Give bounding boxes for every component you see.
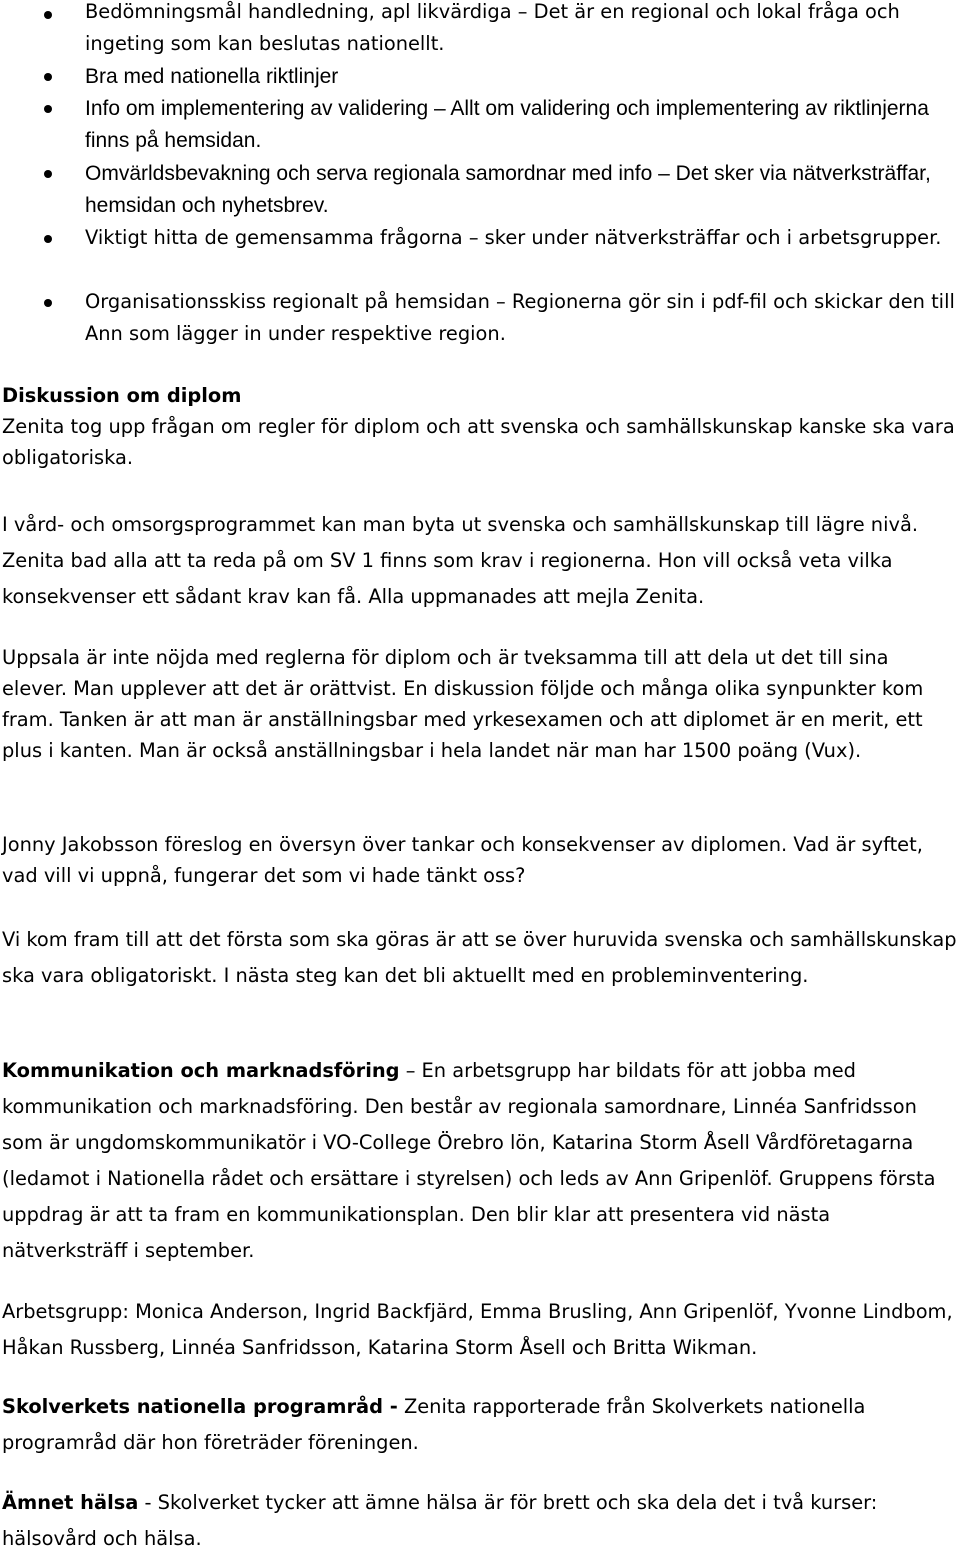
paragraph-diplom-3: Jonny Jakobsson föreslog en översyn över tankar och konsekvenser av diplomen. Vad är syftet, vad vill vi uppnå, fungerar det som vi hade tänkt oss? (2, 833, 923, 887)
kommunikation-text: – En arbetsgrupp har bildats för att jobba med kommunikation och marknadsföring. Den består av regionala samordnare, Linnéa Sanfridsson som är ungdomskommunikatör i VO-College Örebro lön, Katarina Storm Åsell Vårdföretagarna (ledamot i Nationella rådet och ersättare i styrelsen) och leds av Ann Gripenlöf. Gruppens första uppdrag är att ta fram en kommunikationsplan. Den blir klar att presentera vid nästa nätverksträff i september. (2, 1059, 936, 1262)
paragraph-diplom-intro: Zenita tog upp frågan om regler för diplom och att svenska och samhällskunskap kanske ska vara obligatoriska. (2, 415, 955, 469)
section-heading-kommunikation: Kommunikation och marknadsföring (2, 1059, 400, 1082)
bullet-icon (44, 235, 52, 243)
list-item-text: Bra med nationella riktlinjer (85, 65, 339, 88)
paragraph-skolverket (2, 1389, 957, 1461)
paragraph-amne-halsa (2, 1485, 957, 1557)
paragraph-arbetsgrupp: Arbetsgrupp: Monica Anderson, Ingrid Backfjärd, Emma Brusling, Ann Gripenlöf, Yvonne Lindbom, Håkan Russberg, Linnéa Sanfridsson, Katarina Storm Åsell och Britta Wikman. (2, 1300, 953, 1359)
paragraph-diplom-4: Vi kom fram till att det första som ska göras är att se över huruvida svenska och samhällskunskap ska vara obligatoriskt. I nästa steg kan det bli aktuellt med en probleminventering. (2, 928, 957, 987)
list-item-text: Info om implementering av validering – Allt om validering och implementering av riktlinjerna finns på hemsidan. (85, 97, 929, 152)
bullet-icon (44, 170, 52, 178)
section-heading-amne-halsa: Ämnet hälsa (2, 1491, 139, 1514)
amne-halsa-text: - Skolverket tycker att ämne hälsa är för brett och ska dela det i två kurser: hälsovård och hälsa. (2, 1491, 878, 1550)
section-heading-skolverket: Skolverkets nationella programråd - (2, 1395, 398, 1418)
list-item-text: Viktigt hitta de gemensamma frågorna – sker under nätverksträffar och i arbetsgrupper. (85, 226, 942, 249)
list-item-text: Omvärldsbevakning och serva regionala samordnar med info – Det sker via nätverksträffar, hemsidan och nyhetsbrev. (85, 162, 931, 217)
list-item-text: Bedömningsmål handledning, apl likvärdiga – Det är en regional och lokal fråga och ingeting som kan beslutas nationellt. (85, 0, 900, 55)
skolverket-text: Zenita rapporterade från Skolverkets nationella programråd där hon företräder föreningen. (2, 1395, 866, 1454)
paragraph-diplom-2: Uppsala är inte nöjda med reglerna för diplom och är tveksamma till att dela ut det till sina elever. Man upplever att det är orättvist. En diskussion följde och många olika synpunkter kom fram. Tanken är att man är anställningsbar med yrkesexamen och att diplomet är en merit, ett plus i kanten. Man är också anställningsbar i hela landet när man har 1500 poäng (Vux). (2, 646, 924, 762)
bullet-icon (44, 105, 52, 113)
bullet-icon (44, 299, 52, 307)
list-item-text: Organisationsskiss regionalt på hemsidan – Regionerna gör sin i pdf-fil och skickar den till Ann som lägger in under respektive region. (85, 290, 955, 345)
paragraph-diplom-1: I vård- och omsorgsprogrammet kan man byta ut svenska och samhällskunskap till lägre nivå. Zenita bad alla att ta reda på om SV 1 finns som krav i regionerna. Hon vill också veta vilka konsekvenser ett sådant krav kan få. Alla uppmanades att mejla Zenita. (2, 513, 919, 608)
paragraph-kommunikation (2, 1053, 957, 1269)
section-heading-diplom: Diskussion om diplom (2, 384, 242, 407)
bullet-icon (44, 73, 52, 81)
bullet-icon (44, 11, 52, 19)
